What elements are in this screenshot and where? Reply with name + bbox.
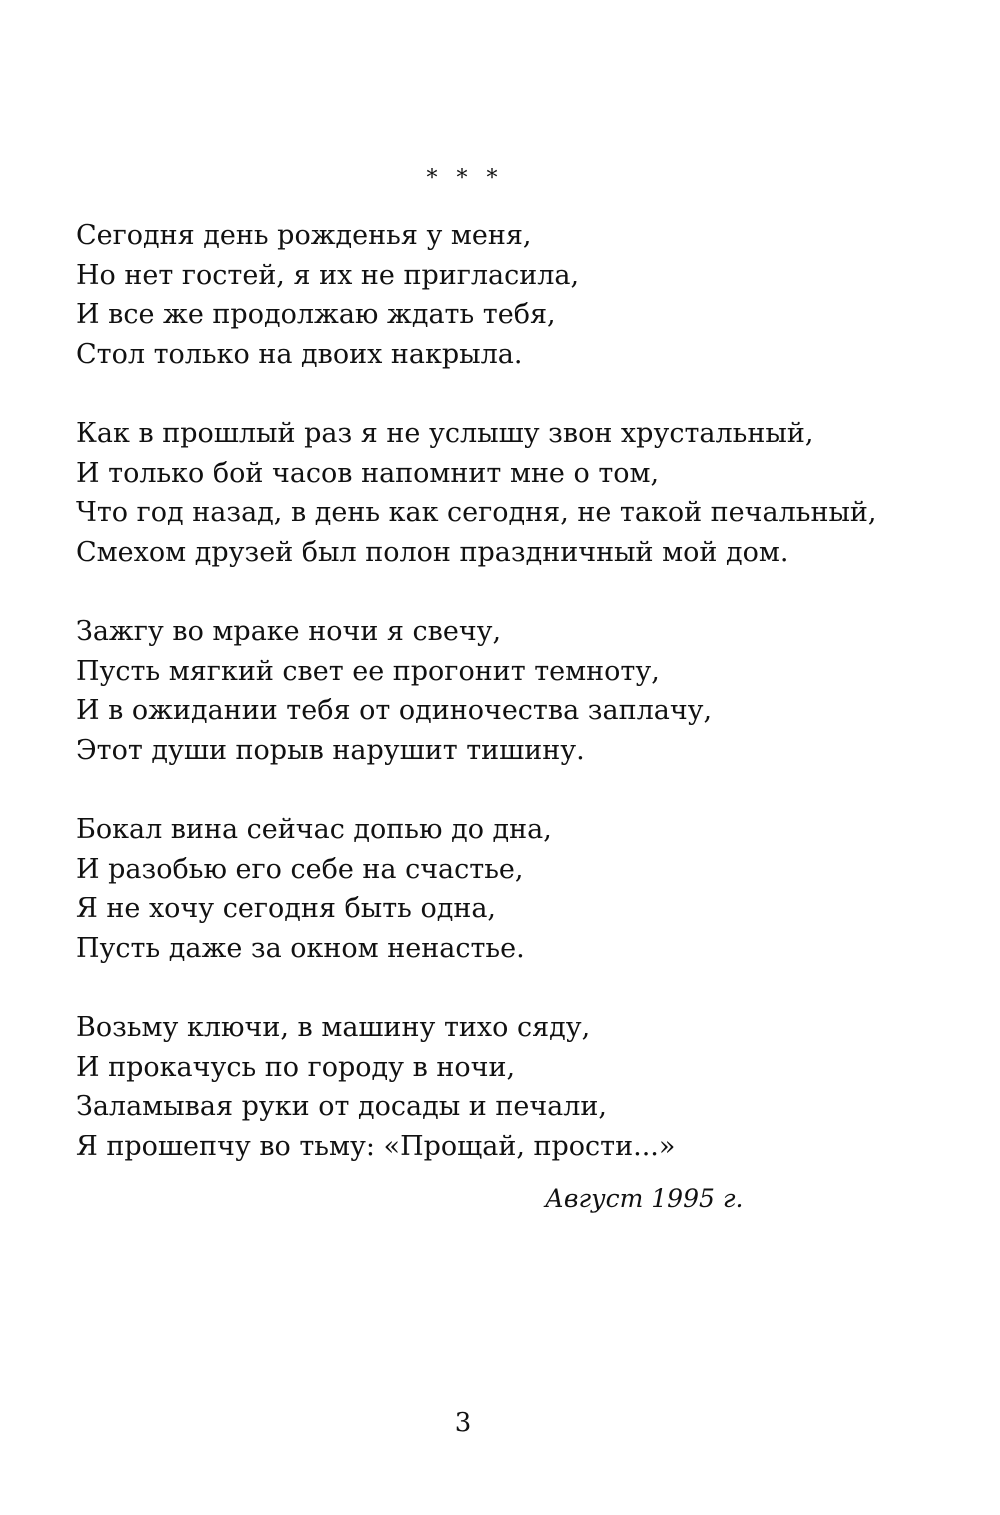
poem-line: Но нет гостей, я их не пригласила, xyxy=(76,259,580,291)
poem-line: Возьму ключи, в машину тихо сяду, xyxy=(76,1012,591,1043)
poem-line: Как в прошлый раз я не услышу звон хрустальный, xyxy=(76,418,814,449)
poem-line: Сегодня день рожденья у меня, xyxy=(76,220,532,251)
stanza-2 xyxy=(76,414,936,572)
section-ornament: * * * xyxy=(426,166,504,191)
poem-line: Стол только на двоих накрыла. xyxy=(76,338,523,370)
poem-line: И в ожидании тебя от одиночества заплачу, xyxy=(76,695,713,726)
poem-line: Что год назад, в день как сегодня, не такой печальный, xyxy=(76,497,877,528)
poem-line: Пусть мягкий свет ее прогонит темноту, xyxy=(76,655,660,687)
poem-line: Я прошепчу во тьму: «Прощай, прости...» xyxy=(76,1130,676,1162)
poem-line: Пусть даже за окном ненастье. xyxy=(76,932,525,964)
stanza-4 xyxy=(76,810,936,968)
poem-line: Заламывая руки от досады и печали, xyxy=(76,1091,607,1122)
poem-line: Зажгу во мраке ночи я свечу, xyxy=(76,616,502,647)
poem-line: Смехом друзей был полон праздничный мой дом. xyxy=(76,536,789,568)
poem-line: Я не хочу сегодня быть одна, xyxy=(76,893,497,924)
poem-line: Этот души порыв нарушит тишину. xyxy=(76,734,585,766)
poem-line: И разобью его себе на счастье, xyxy=(76,853,524,885)
poem-line: И все же продолжаю ждать тебя, xyxy=(76,299,556,330)
stanza-5 xyxy=(76,1008,936,1166)
poem-date: Август 1995 г. xyxy=(545,1184,744,1213)
page-number: 3 xyxy=(454,1408,472,1438)
poem-line: И прокачусь по городу в ночи, xyxy=(76,1051,516,1083)
poem-line: И только бой часов напомнит мне о том, xyxy=(76,457,660,489)
stanza-3 xyxy=(76,612,936,770)
poem-line: Бокал вина сейчас допью до дна, xyxy=(76,814,552,845)
stanza-1 xyxy=(76,216,936,374)
poem xyxy=(76,216,936,1206)
